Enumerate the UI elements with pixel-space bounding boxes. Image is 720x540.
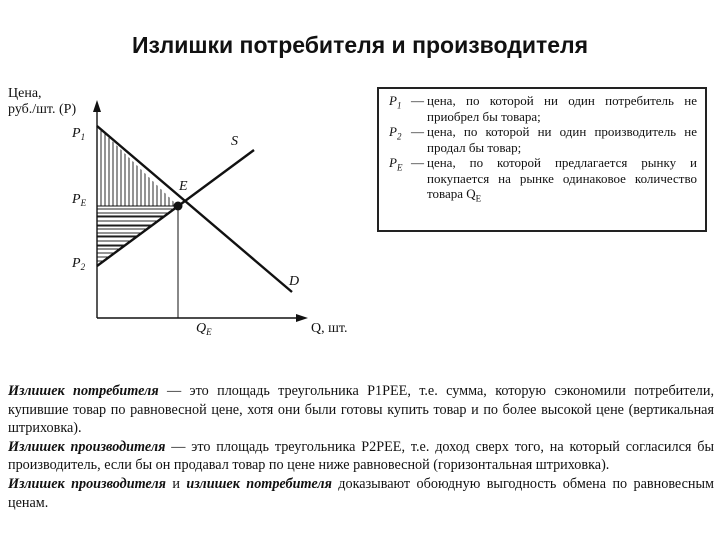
x-axis-caption: Q, шт.	[311, 321, 348, 336]
pe-label: $P_E$	[72, 192, 87, 208]
conclusion-and: и	[165, 475, 187, 492]
page-title: Излишки потребителя и производителя	[131, 32, 589, 58]
definition-dash: —	[411, 155, 424, 170]
s-label: S	[231, 134, 238, 149]
producer-surplus-paragraph	[8, 438, 714, 475]
consumer-surplus-text: — это площадь треугольника P1PEE, т.е. сумма, которую сэкономили потребители, купившие товар по равновесной цене, хотя они были готовы купить товар и по более высокой цене (вертикальная штриховка).	[8, 383, 714, 437]
y-axis-caption-line1: Цена,	[8, 86, 42, 101]
definition-text: цена, по которой ни один потребитель не приобрел бы товара;	[427, 93, 697, 124]
conclusion-term-2: излишек потребителя	[186, 475, 332, 492]
definitions-box	[377, 87, 707, 232]
definition-text: цена, по которой предлагается рынку и покупается на рынке одинаковое количество товара $Q_E$	[427, 155, 697, 204]
definition-symbol: $P_2$	[389, 124, 402, 142]
definition-text: цена, по которой ни один производитель не продал бы товар;	[427, 124, 697, 155]
definition-tail-sub: E	[475, 193, 482, 204]
definition-pe	[389, 155, 697, 207]
producer-surplus-text: — это площадь треугольника P2PEE, т.е. доход сверх того, на который согласился бы производитель, если бы он продавал товар по цене ниже равновесной (горизонтальная штриховка).	[8, 438, 714, 474]
y-axis-arrow-icon	[93, 100, 101, 112]
qe-label: $Q_E$	[196, 321, 212, 337]
e-label: E	[179, 179, 188, 194]
producer-surplus-term: Излишек производителя	[8, 438, 166, 455]
definition-p2	[389, 124, 697, 155]
definition-symbol: $P_E$	[389, 155, 403, 173]
description	[8, 382, 714, 512]
definition-p1	[389, 93, 697, 124]
conclusion-text: доказывают обоюдную выгодность обмена по равновесным ценам.	[8, 475, 714, 511]
consumer-surplus-area	[97, 126, 178, 206]
definition-dash: —	[411, 124, 424, 139]
conclusion-paragraph	[8, 475, 714, 512]
definition-dash: —	[411, 93, 424, 108]
d-label: D	[289, 274, 300, 289]
p2-label: $P_2$	[72, 256, 86, 272]
consumer-surplus-paragraph	[8, 382, 714, 438]
definition-symbol: $P_1$	[389, 93, 402, 111]
x-axis-arrow-icon	[296, 314, 308, 322]
equilibrium-point	[174, 202, 183, 211]
p1-label: $P_1$	[72, 126, 86, 142]
y-axis-caption-line2: руб./шт. (P)	[8, 102, 77, 117]
consumer-surplus-term: Излишек потребителя	[8, 383, 159, 399]
conclusion-term-1: Излишек производителя	[8, 475, 166, 492]
